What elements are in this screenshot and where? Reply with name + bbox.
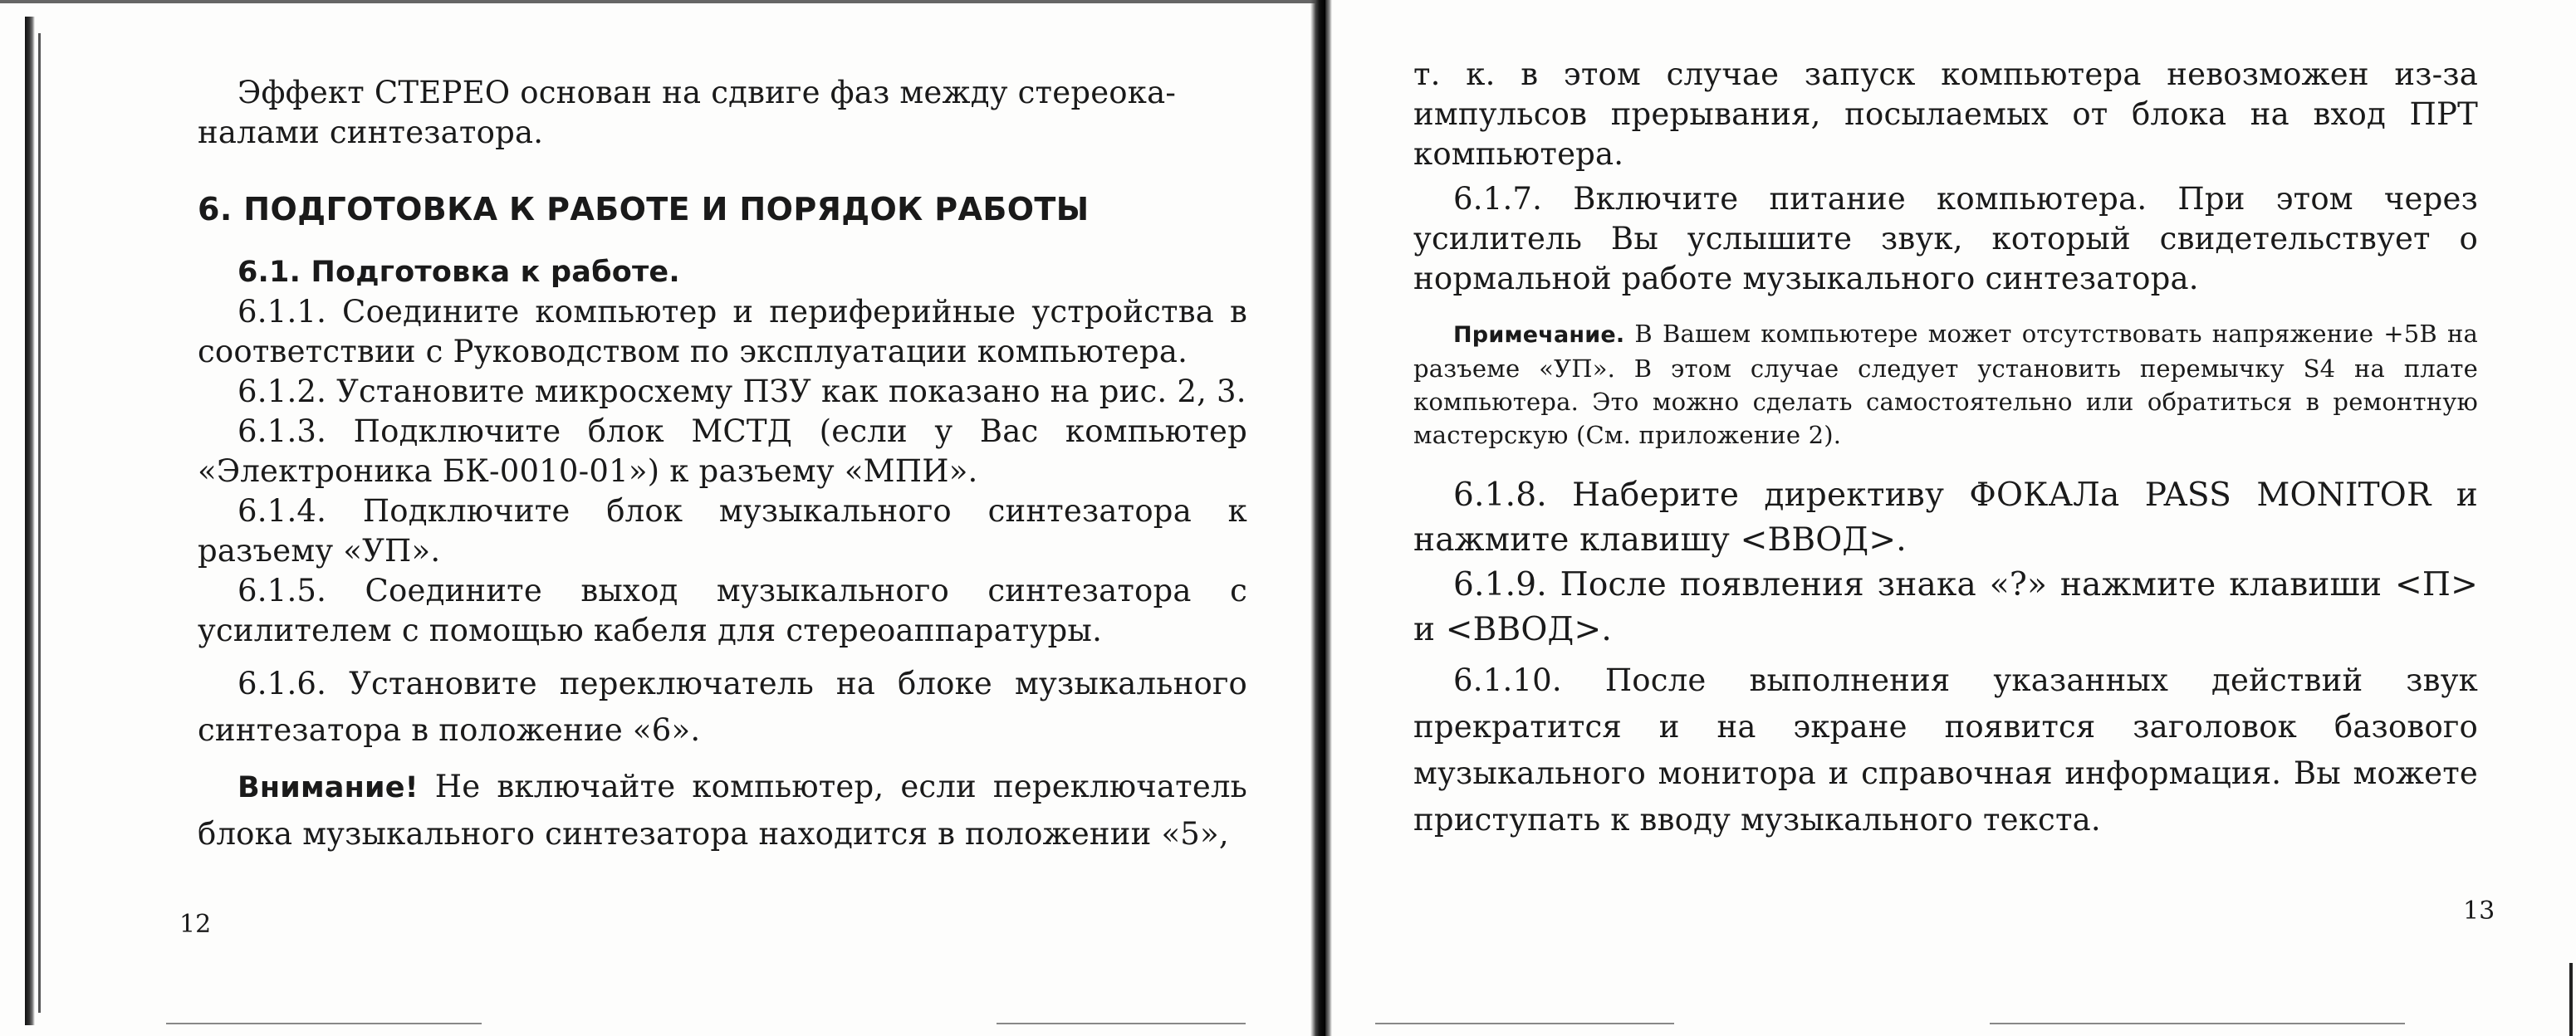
intro-line-2: налами синтезатора. [198,115,544,150]
step-6-1-3: 6.1.3. Подключите блок МСТД (если у Вас компьютер «Электроника БК-0010-01») к разъему «МПИ». [198,413,1247,489]
right-page [1325,0,2576,1036]
scan-bottom-mark [1990,1023,2405,1024]
note-label: Примечание. [1453,322,1625,348]
right-page-body [1413,55,2478,843]
subsection-heading: 6.1. Подготовка к работе. [238,256,680,289]
scan-bottom-mark [1375,1023,1674,1024]
step-6-1-5: 6.1.5. Соедините выход музыкального синтезатора с усилителем с помощью кабеля для стереоаппаратуры. [198,573,1247,648]
step-6-1-2: 6.1.2. Установите микросхему ПЗУ как показано на рис. 2, 3. [238,374,1246,409]
step-6-1-6: 6.1.6. Установите переключатель на блоке музыкального синтезатора в положение «6». [198,666,1247,748]
note-paragraph [1413,317,2478,452]
left-page-body [198,73,1247,858]
book-spine-shadow [1310,0,1325,1036]
step-6-1-8: 6.1.8. Наберите директиву ФОКАЛа PASS MONITOR и нажмите клавишу <ВВОД>. [1413,476,2478,559]
book-spine-edge [1325,0,1332,1036]
page-number-left: 12 [179,910,212,939]
warning-text: Не включайте компьютер, если переключатель блока музыкального синтезатора находится в положении «5», [198,769,1247,852]
scan-bottom-mark [997,1023,1246,1024]
scan-top-rule [0,0,1325,3]
scan-left-edge [25,17,35,1025]
page-number-right: 13 [2463,897,2495,926]
note-text: В Вашем компьютере может отсутствовать напряжение +5В на разъеме «УП». В этом случае следует установить перемычку S4 на плате компьютера. Это можно сделать самостоятельно или обратиться в ремонтную мастерскую (См. приложение 2). [1413,320,2478,449]
continuation-paragraph: т. к. в этом случае запуск компьютера невозможен из-за импульсов прерывания, посылаемых от блока на вход ПРТ компьютера. [1413,56,2478,172]
step-6-1-7: 6.1.7. Включите питание компьютера. При этом через усилитель Вы услышите звук, который свидетельствует о нормальной работе музыкального синтезатора. [1413,181,2478,296]
step-6-1-1: 6.1.1. Соедините компьютер и периферийные устройства в соответствии с Руководством по эксплуатации компьютера. [198,294,1247,369]
step-6-1-9: 6.1.9. После появления знака «?» нажмите клавиши <П> и <ВВОД>. [1413,566,2478,648]
scan-right-edge [2569,963,2573,1036]
step-6-1-4: 6.1.4. Подключите блок музыкального синтезатора к разъему «УП». [198,493,1247,569]
intro-line-1: Эффект СТЕРЕО основан на сдвиге фаз между стереока- [238,75,1177,110]
scan-left-edge-line [38,33,41,1013]
warning-paragraph [198,764,1247,858]
section-heading: 6. ПОДГОТОВКА К РАБОТЕ И ПОРЯДОК РАБОТЫ [198,191,1090,227]
step-6-1-10: 6.1.10. После выполнения указанных действий звук прекратится и на экране появится заголовок базового музыкального монитора и справочная информация. Вы можете приступать к вводу музыкального текста. [1413,662,2478,838]
warning-label: Внимание! [238,771,419,804]
scan-bottom-mark [166,1023,482,1024]
